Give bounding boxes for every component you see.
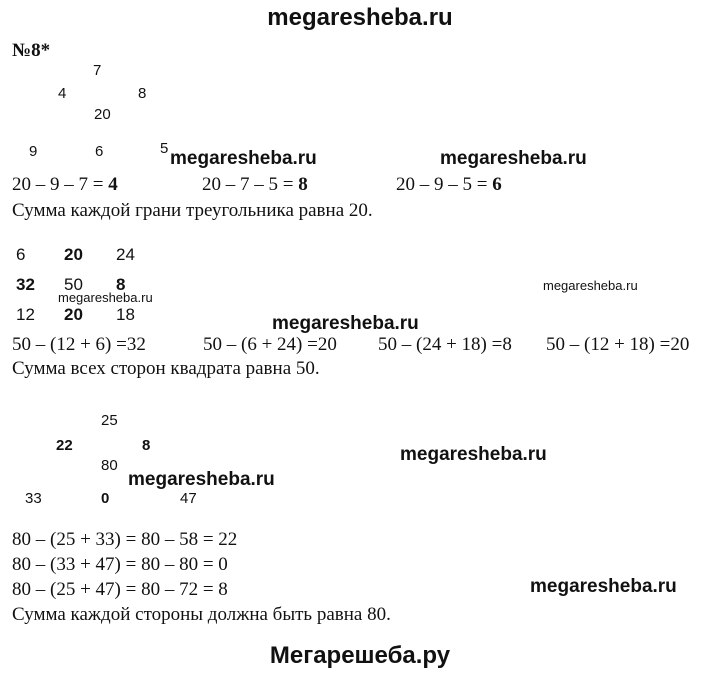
watermark: megaresheba.ru [440,148,587,169]
watermark: megaresheba.ru [530,576,677,597]
tri1-center: 20 [94,106,111,123]
tri2-equation-3: 80 – (25 + 47) = 80 – 72 = 8 [12,579,228,600]
tri1-bottom-right: 5 [160,140,169,157]
square-equation-1: 50 – (12 + 6) =32 [12,334,146,355]
tri1-bottom-mid: 6 [95,143,104,160]
square-equation-2: 50 – (6 + 24) =20 [203,334,337,355]
tri1-equation-3: 20 – 9 – 5 = 6 [396,174,502,195]
square-r3c3: 18 [116,305,135,324]
header-site-title: megaresheba.ru [267,4,453,31]
tri1-left: 4 [58,85,67,102]
watermark: megaresheba.ru [543,278,638,293]
tri2-equation-1: 80 – (25 + 33) = 80 – 58 = 22 [12,529,238,550]
square-r3c2: 20 [64,305,83,324]
watermark: megaresheba.ru [400,444,547,465]
problem-label: №8* [12,40,51,61]
watermark: megaresheba.ru [58,290,153,305]
tri1-right: 8 [138,85,147,102]
tri2-left: 22 [56,437,73,454]
tri2-bottom-right: 47 [180,490,197,507]
square-r1c3: 24 [116,245,135,264]
square-r1c1: 6 [16,245,26,264]
footer-site-title: Мегарешеба.ру [269,642,451,669]
watermark: megaresheba.ru [170,148,317,169]
square-note: Сумма всех сторон квадрата равна 50. [12,358,320,379]
tri1-equation-1: 20 – 9 – 7 = 4 [12,174,118,195]
tri2-note: Сумма каждой стороны должна быть равна 80. [12,604,391,625]
tri1-equation-2: 20 – 7 – 5 = 8 [202,174,308,195]
tri2-right: 8 [142,437,151,454]
tri1-note: Сумма каждой грани треугольника равна 20. [12,200,373,221]
square-r2c2: 50 [64,275,83,294]
tri2-center: 80 [101,457,118,474]
square-equation-3: 50 – (24 + 18) =8 [378,334,512,355]
square-r1c2: 20 [64,245,83,264]
watermark: megaresheba.ru [128,469,275,490]
square-r3c1: 12 [16,305,35,324]
tri1-top: 7 [93,62,102,79]
square-r2c1: 32 [16,275,35,294]
tri2-equation-2: 80 – (33 + 47) = 80 – 80 = 0 [12,554,228,575]
tri2-bottom-mid: 0 [101,490,110,507]
square-equation-4: 50 – (12 + 18) =20 [546,334,690,355]
tri1-bottom-left: 9 [29,143,38,160]
watermark: megaresheba.ru [272,313,419,334]
tri2-top: 25 [101,412,118,429]
tri2-bottom-left: 33 [25,490,42,507]
square-r2c3: 8 [116,275,126,294]
